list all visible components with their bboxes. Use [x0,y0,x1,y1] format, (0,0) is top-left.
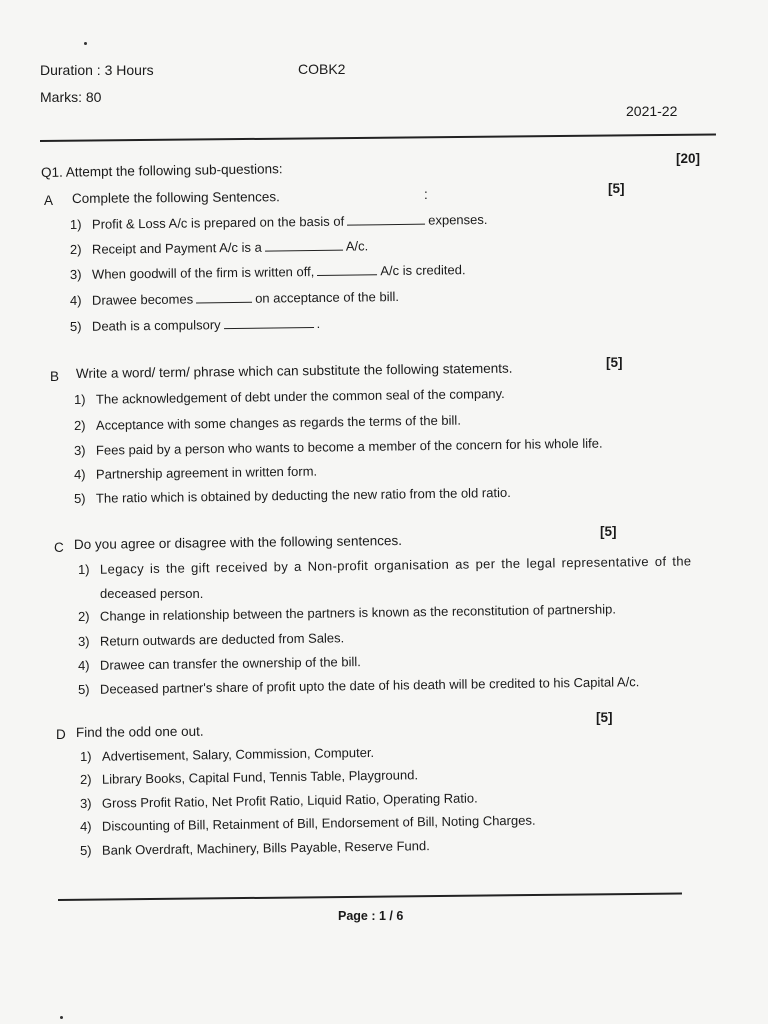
footer-divider [58,892,682,900]
list-item: 1) The acknowledgement of debt under the common seal of the company. [73,385,505,407]
scan-dot [84,42,87,45]
section-c-letter: C [54,540,64,555]
section-a-marks: [5] [608,181,625,196]
list-item: 5) Bank Overdraft, Machinery, Bills Payable, Reserve Fund. [79,838,430,858]
list-item: 1) Advertisement, Salary, Commission, Computer. [79,744,375,764]
section-c-title: Do you agree or disagree with the following sentences. [73,532,403,552]
total-marks: Marks: 80 [40,89,102,105]
list-item: 1) Profit & Loss A/c is prepared on the basis of expenses. [69,211,488,232]
list-item: 2) Receipt and Payment A/c is a A/c. [69,238,369,257]
list-item: 3) Fees paid by a person who wants to become a member of the concern for his whole life. [73,435,603,458]
section-b-marks: [5] [606,355,623,370]
answer-blank [224,315,314,329]
duration-label: Duration : 3 Hours [40,62,154,78]
section-c-marks: [5] [600,524,617,539]
section-a-title: Complete the following Sentences. [71,189,280,206]
list-item: 1) Legacy is the gift received by a Non-profit organisation as per the legal representative of the [77,553,692,577]
section-d-title: Find the odd one out. [75,723,204,740]
section-a-letter: A [44,193,54,208]
scan-dot [60,1016,63,1019]
list-item: 4) Drawee becomes on acceptance of the bill. [69,288,400,308]
page-number: Page : 1 / 6 [338,909,404,923]
list-item: 2) Acceptance with some changes as regards the terms of the bill. [73,412,461,433]
list-item: 3) Return outwards are deducted from Sales. [77,630,345,649]
section-a-colon: : [424,187,428,202]
list-item-continuation: deceased person. [100,586,204,601]
paper-code: COBK2 [298,61,346,77]
list-item: 4) Drawee can transfer the ownership of the bill. [77,654,361,673]
list-item: 2) Change in relationship between the partners is known as the reconstitution of partnership. [77,601,617,624]
academic-year: 2021-22 [626,103,678,119]
list-item: 2) Library Books, Capital Fund, Tennis Table, Playground. [79,767,419,787]
list-item: 5) Death is a compulsory . [69,315,321,334]
question-title: Q1. Attempt the following sub-questions: [40,161,283,180]
list-item: 3) Gross Profit Ratio, Net Profit Ratio, Liquid Ratio, Operating Ratio. [79,790,478,811]
answer-blank [265,238,343,252]
answer-blank [196,290,252,304]
section-d-marks: [5] [596,710,613,725]
section-b-letter: B [50,369,60,384]
question-marks: [20] [676,151,701,166]
header-divider [40,134,716,142]
answer-blank [347,212,425,226]
section-b-title: Write a word/ term/ phrase which can substitute the following statements. [75,360,513,381]
list-item: 5) The ratio which is obtained by deducting the new ratio from the old ratio. [73,484,511,506]
list-item: 3) When goodwill of the firm is written off, A/c is credited. [69,262,466,282]
answer-blank [317,262,377,276]
list-item: 5) Deceased partner's share of profit upto the date of his death will be credited to his Capital A/c. [77,674,640,697]
section-d-letter: D [56,727,66,742]
list-item: 4) Discounting of Bill, Retainment of Bill, Endorsement of Bill, Noting Charges. [79,812,536,834]
list-item: 4) Partnership agreement in written form. [73,463,318,482]
